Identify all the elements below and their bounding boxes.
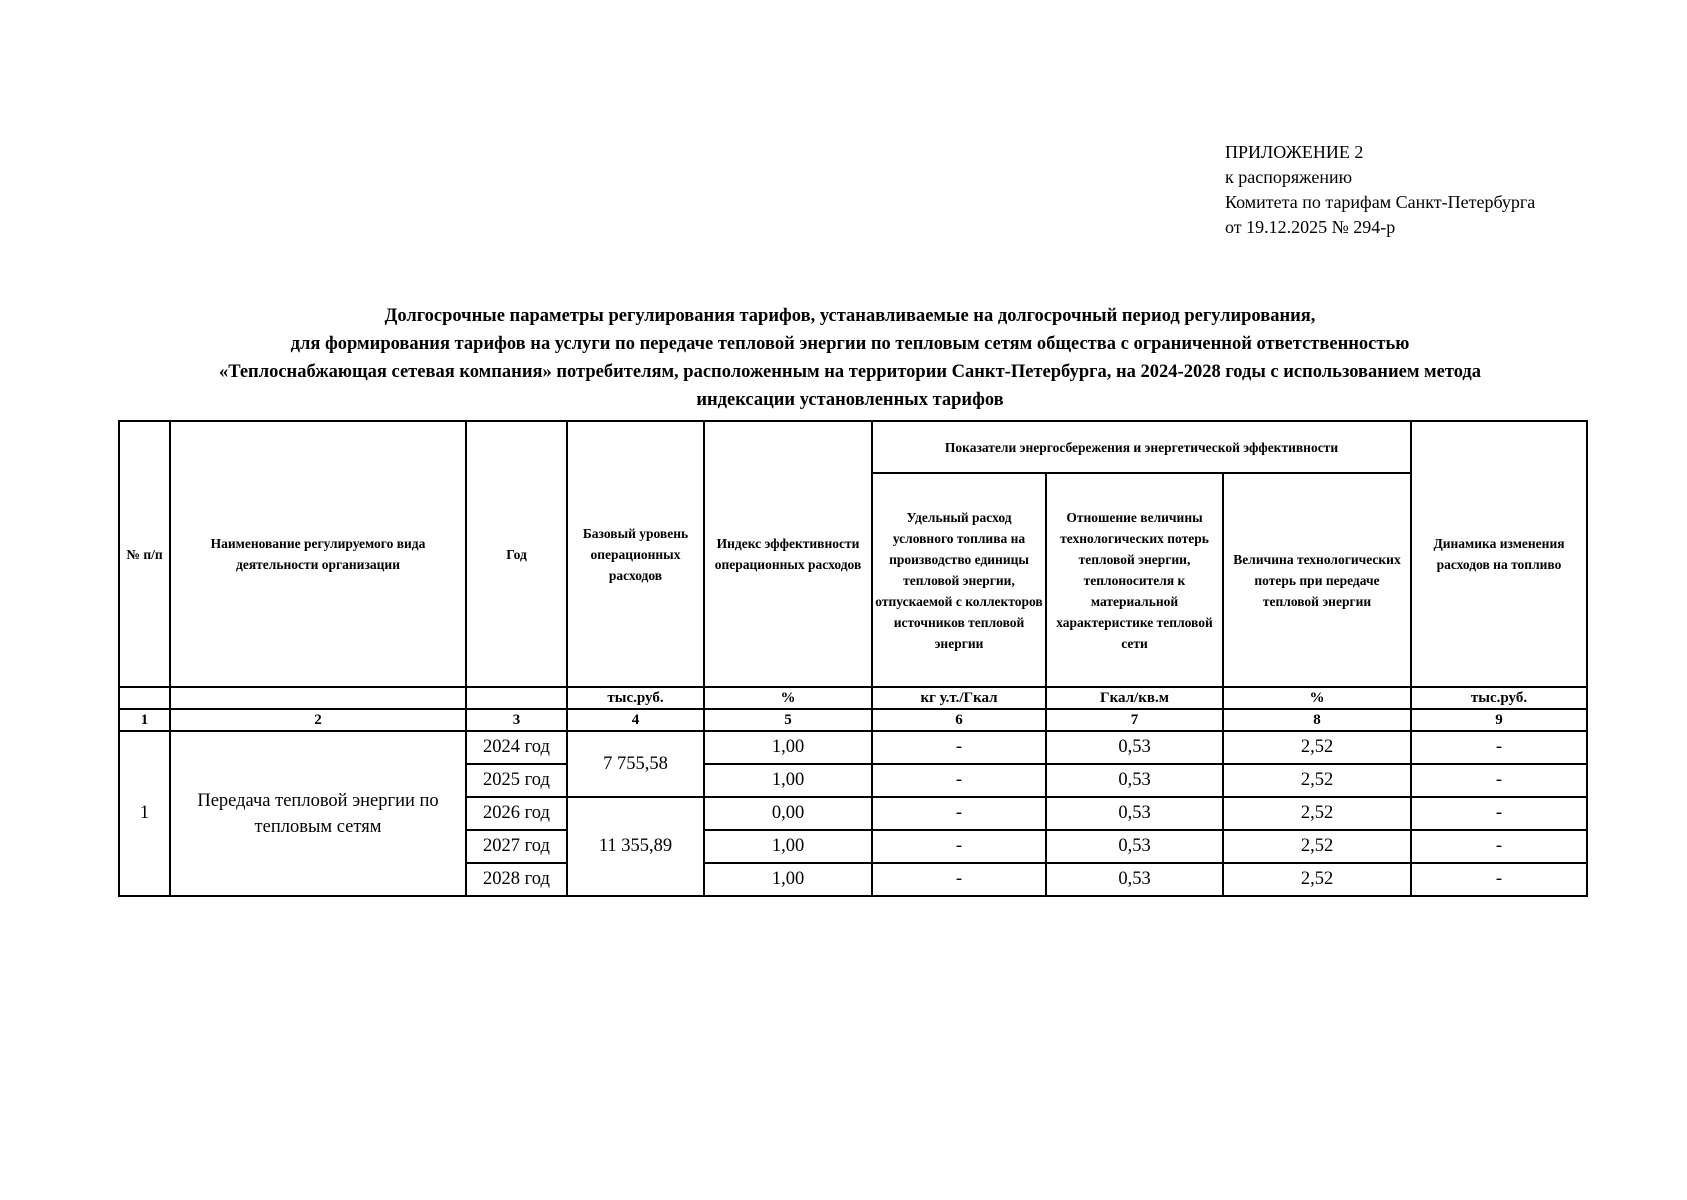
fuel-cell: - xyxy=(872,863,1046,896)
title-line-3: «Теплоснабжающая сетевая компания» потребителям, расположенным на территории Санкт-Петербурга, на 2024-2028 годы с использованием метода xyxy=(218,362,1482,382)
unit-loss-ratio: Гкал/кв.м xyxy=(1046,687,1223,709)
unit-base-level: тыс.руб. xyxy=(567,687,704,709)
row-num: 1 xyxy=(119,731,170,896)
title-line-2: для формирования тарифов на услуги по передаче тепловой энергии по тепловым сетям общества с ограниченной ответственностью xyxy=(290,334,1410,354)
table-row xyxy=(119,731,1587,764)
header-row-1 xyxy=(119,421,1587,473)
units-row xyxy=(119,687,1587,709)
appendix-title: ПРИЛОЖЕНИЕ 2 xyxy=(1225,142,1364,162)
fuel-cell: - xyxy=(872,830,1046,863)
index-cell: 1,00 xyxy=(704,731,872,764)
unit-empty xyxy=(170,687,466,709)
appendix-ref: к распоряжению xyxy=(1225,167,1353,187)
title-line-4: индексации установленных тарифов xyxy=(696,390,1004,410)
year-cell: 2024 год xyxy=(466,731,567,764)
activity-name: Передача тепловой энергии по тепловым сетям xyxy=(170,731,466,896)
year-cell: 2027 год xyxy=(466,830,567,863)
base-level-cell: 11 355,89 xyxy=(567,797,704,896)
losses-cell: 2,52 xyxy=(1223,731,1411,764)
unit-efficiency-index: % xyxy=(704,687,872,709)
year-cell: 2026 год xyxy=(466,797,567,830)
year-cell: 2025 год xyxy=(466,764,567,797)
column-number: 5 xyxy=(704,709,872,731)
document-title xyxy=(100,302,1600,414)
dynamics-cell: - xyxy=(1411,731,1587,764)
appendix-block xyxy=(1225,140,1535,240)
unit-fuel-dynamics: тыс.руб. xyxy=(1411,687,1587,709)
index-cell: 0,00 xyxy=(704,797,872,830)
dynamics-cell: - xyxy=(1411,863,1587,896)
appendix-committee: Комитета по тарифам Санкт-Петербурга xyxy=(1225,192,1536,212)
header-base-level: Базовый уровень операционных расходов xyxy=(567,421,704,687)
fuel-cell: - xyxy=(872,764,1046,797)
ratio-cell: 0,53 xyxy=(1046,863,1223,896)
ratio-cell: 0,53 xyxy=(1046,797,1223,830)
header-name: Наименование регулируемого вида деятельности организации xyxy=(170,421,466,687)
column-number: 1 xyxy=(119,709,170,731)
fuel-cell: - xyxy=(872,731,1046,764)
header-energy-group: Показатели энергосбережения и энергетической эффективности xyxy=(872,421,1411,473)
unit-empty xyxy=(466,687,567,709)
losses-cell: 2,52 xyxy=(1223,863,1411,896)
losses-cell: 2,52 xyxy=(1223,830,1411,863)
dynamics-cell: - xyxy=(1411,830,1587,863)
header-fuel-dynamics: Динамика изменения расходов на топливо xyxy=(1411,421,1587,687)
dynamics-cell: - xyxy=(1411,764,1587,797)
column-number: 6 xyxy=(872,709,1046,731)
header-num: № п/п xyxy=(119,421,170,687)
header-efficiency-index: Индекс эффективности операционных расходов xyxy=(704,421,872,687)
column-number: 2 xyxy=(170,709,466,731)
column-number: 3 xyxy=(466,709,567,731)
column-number: 4 xyxy=(567,709,704,731)
ratio-cell: 0,53 xyxy=(1046,764,1223,797)
column-number: 9 xyxy=(1411,709,1587,731)
appendix-date: от 19.12.2025 № 294-р xyxy=(1225,217,1396,237)
dynamics-cell: - xyxy=(1411,797,1587,830)
index-cell: 1,00 xyxy=(704,764,872,797)
header-tech-losses: Величина технологических потерь при передаче тепловой энергии xyxy=(1223,473,1411,687)
unit-tech-losses: % xyxy=(1223,687,1411,709)
parameters-table xyxy=(118,420,1588,897)
header-loss-ratio: Отношение величины технологических потерь тепловой энергии, теплоносителя к материальной характеристике тепловой сети xyxy=(1046,473,1223,687)
index-cell: 1,00 xyxy=(704,830,872,863)
column-number: 7 xyxy=(1046,709,1223,731)
header-specific-fuel: Удельный расход условного топлива на производство единицы тепловой энергии, отпускаемой с коллекторов источников тепловой энергии xyxy=(872,473,1046,687)
year-cell: 2028 год xyxy=(466,863,567,896)
ratio-cell: 0,53 xyxy=(1046,830,1223,863)
column-number-row xyxy=(119,709,1587,731)
fuel-cell: - xyxy=(872,797,1046,830)
base-level-cell: 7 755,58 xyxy=(567,731,704,797)
ratio-cell: 0,53 xyxy=(1046,731,1223,764)
title-line-1: Долгосрочные параметры регулирования тарифов, устанавливаемые на долгосрочный период регулирования, xyxy=(384,306,1316,326)
unit-empty xyxy=(119,687,170,709)
index-cell: 1,00 xyxy=(704,863,872,896)
unit-specific-fuel: кг у.т./Гкал xyxy=(872,687,1046,709)
losses-cell: 2,52 xyxy=(1223,764,1411,797)
losses-cell: 2,52 xyxy=(1223,797,1411,830)
header-year: Год xyxy=(466,421,567,687)
column-number: 8 xyxy=(1223,709,1411,731)
